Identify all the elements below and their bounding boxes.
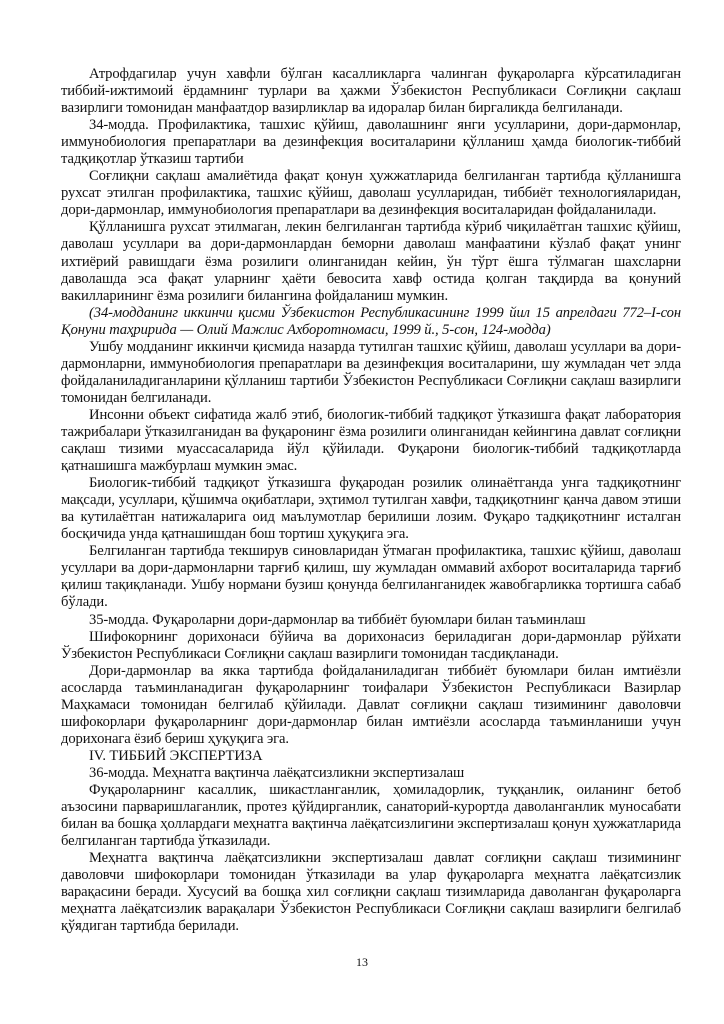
paragraph-advertising-ban: Белгиланган тартибда текширув синовларидан ўтмаган профилактика, ташхис қўйиш, даволаш усуллари ва дори-дармонларни тарғиб қилиш, шу жумладан оммавий ахборот воситаларида тарғиб қилиш тақиқланади. Ушбу нормани бузиш қонунда белгиланганидек жавобгарликка тортишга сабаб бўлади. <box>61 543 681 611</box>
paragraph-human-research: Инсонни объект сифатида жалб этиб, биологик-тиббий тадқиқот ўтказишга фақат лаборатория тажрибалари ўтказилганидан ва фуқаронинг ёзма розилиги олинганидан кейингина давлат соғлиқни сақлаш тизими муассасаларида йўл қўйилади. Фуқарони биологик-тиббий тадқиқотларда қатнашишга мажбурлаш мумкин эмас. <box>61 406 681 475</box>
paragraph-preferential-supply: Дори-дармонлар ва якка тартибда фойдаланиладиган тиббиёт буюмлари билан имтиёзли асосларда таъминланадиган фуқароларнинг тоифалари Ўзбекистон Республикаси Вазирлар Маҳкамаси томонидан белгилаб қўйилади. Давлат соғлиқни сақлаш тизимининг даволовчи шифокорлари фуқароларнинг дори-дармонлар билан имтиёзли асосларда таъминланиши учун дорихонага ёзиб бериш ҳуқуқига эга. <box>61 662 681 747</box>
paragraph-unapproved-methods: Қўлланишга рухсат этилмаган, лекин белгиланган тартибда кўриб чиқилаётган ташхис қўйиш, даволаш усуллари ва дори-дармонлардан беморни даволаш манфаатини кўзлаб фақат унинг ихтиёрий равишдаги ёзма розилиги олинганидан кейин, ўн тўрт ёшга тўлмаган шахсларни даволашда эса фақат уларнинг ҳаёти бевосита хавф остида қолган тақдирда ва қонуний вакилларининг ёзма розилиги билангина фойдаланиш мумкин. <box>61 219 681 304</box>
article-36-heading: 36-модда. Меҳнатга вақтинча лаёқатсизликни экспертизалаш <box>89 764 465 781</box>
paragraph-application-procedure: Ушбу модданинг иккинчи қисмида назарда тутилган ташхис қўйиш, даволаш усуллари ва дори-дармонларни, иммунобиология препаратлари ва дезинфекция воситаларини, шу жумладан чет элда фойдаланиладиганларини қўлланиш тартиби Ўзбекистон Республикаси Соғлиқни сақлаш вазирлиги томонидан белгиланади. <box>61 338 681 406</box>
page-number: 13 <box>356 955 368 969</box>
paragraph-health-care-types: Атрофдагилар учун хавфли бўлган касалликларга чалинган фуқароларга кўрсатиладиган тиббий-ижтимоий ёрдамнинг турлари ва ҳажми Ўзбекистон Республикаси Соғлиқни сақлаш вазирлиги томонидан манфаатдор вазирликлар ва идоралар билан биргаликда белгиланади. <box>61 66 681 117</box>
article-34-heading: 34-модда. Профилактика, ташхис қўйиш, даволашнинг янги усулларини, дори-дармонлар, иммунобиология препаратлари ва дезинфекция воситаларини қўлланиш ҳамда биологик-тиббий тадқиқотлар ўтказиш тартиби <box>61 117 681 168</box>
document-body <box>61 66 681 935</box>
paragraph-disability-examination: Фуқароларнинг касаллик, шикастланганлик, ҳомиладорлик, туққанлик, оиланинг бетоб аъзосини парваришлаганлик, протез қўйдирганлик, санаторий-курортда даволанганлик муносабати билан ва бошқа ҳоллардаги меҳнатга вақтинча лаёқатсизлигини экспертизалаш қонун ҳужжатларида белгиланган тартибда ўтказилади. <box>61 781 681 850</box>
section-iv-heading: IV. ТИББИЙ ЭКСПЕРТИЗА <box>89 747 263 764</box>
paragraph-approved-methods: Соғлиқни сақлаш амалиётида фақат қонун ҳужжатларида белгиланган тартибда қўлланишга рухсат этилган профилактика, ташхис қўйиш, даволаш усулларидан, тиббиёт технологияларидан, дори-дармонлар, иммунобиология препаратлари ва дезинфекция воситаларидан фойдаланилади. <box>61 168 681 219</box>
paragraph-prescription-list: Шифокорнинг дорихонаси бўйича ва дорихонасиз бериладиган дори-дармонлар рўйхати Ўзбекистон Республикаси Соғлиқни сақлаш вазирлиги томонидан тасдиқланади. <box>61 628 681 662</box>
paragraph-sick-leave-certificates: Меҳнатга вақтинча лаёқатсизликни экспертизалаш давлат соғлиқни сақлаш тизимининг даволовчи шифокорлари томонидан ўтказилади ва улар фуқароларга меҳнатга лаёқатсизлик варақасини беради. Хусусий ва бошқа хил соғлиқни сақлаш тизимларида даволанган фуқароларга меҳнатга лаёқатсизлик варақалари Ўзбекистон Республикаси Соғлиқни сақлаш вазирлиги белгилаб қўядиган тартибда берилади. <box>61 850 681 935</box>
paragraph-amendment-note: (34-модданинг иккинчи қисми Ўзбекистон Республикасининг 1999 йил 15 апрелдаги 772–I-сон Қонуни таҳририда — Олий Мажлис Ахборотномаси, 1999 й., 5-сон, 124-модда) <box>61 304 681 338</box>
paragraph-research-consent: Биологик-тиббий тадқиқот ўтказишга фуқародан розилик олинаётганда унга тадқиқотнинг мақсади, усуллари, қўшимча оқибатлари, эҳтимол тутилган хавфи, тадқиқотнинг қанча давом этиши ва кутилаётган натижаларига оид маълумотлар берилиши лозим. Фуқаро тадқиқотнинг исталган босқичида унда қатнашишдан бош тортиш ҳуқуқига эга. <box>61 475 681 543</box>
article-35-heading: 35-модда. Фуқароларни дори-дармонлар ва тиббиёт буюмлари билан таъминлаш <box>89 611 586 628</box>
